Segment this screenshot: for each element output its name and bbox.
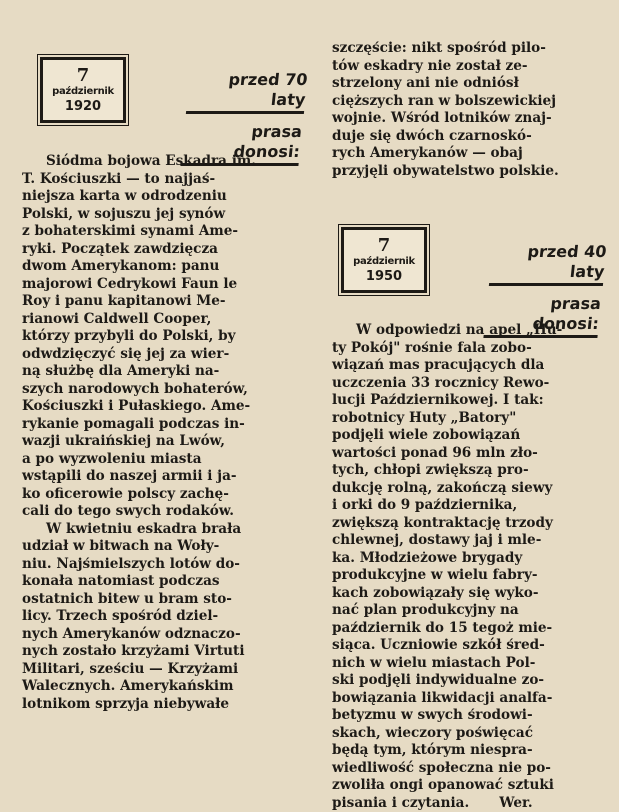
article-body-1950 [332, 322, 606, 812]
date-day: 7 [76, 65, 90, 86]
article-paragraph: szczęście: nikt spośród pilo- tów eskadry nie został ze- strzelony ani nie odniósł cięższych ran w bolszewickiej wojnie. Wśród lotników znaj- duje się dwóch czarnoskó- rych Amerykanów — obaj przyjęli obywatelstwo polskie. [332, 40, 559, 179]
article-body-1920 [22, 153, 318, 713]
article-paragraph: W kwietniu eskadra brała udział w bitwach na Woły- niu. Najśmielszych lotów do- konała natomiast podczas ostatnich bitew u bram sto- licy. Trzech spośród dziel- nych Amerykanów odznaczo- nych zostało krzyżami Virtuti Militari, sześciu — Krzyżami Walecznych. Amerykańskim lotnikom sprzyja niebywałe [22, 520, 245, 712]
date-box-1950 [341, 227, 427, 293]
date-year: 1950 [365, 269, 403, 284]
date-year: 1920 [64, 99, 102, 114]
date-month: październik [353, 256, 415, 267]
date-day: 7 [377, 235, 391, 256]
date-box-1920 [40, 57, 126, 123]
header-line-years-ago: przed 70 laty [186, 70, 309, 114]
header-line-years-ago: przed 40 laty [489, 242, 608, 286]
article-paragraph: Siódma bojowa Eskadra im. T. Kościuszki — to najjaś- niejsza karta w odrodzeniu Polski, w sojuszu jej synów z bohaterskimi synami Ame- ryki. Początek zawdzięcza dwom Amerykanom: panu majorowi Cedrykowi Faun le Roy i panu kapitanowi Me- rianowi Caldwell Cooper, którzy przybyli do Polski, by odwdzięczyć się jej za wier- ną służbę dla Ameryki na- szych narodowych bohaterów, Kościuszki i Pułaskiego. Ame- rykanie pomagali podczas in- wazji ukraińskiej na Lwów, a po wyzwoleniu miasta wstąpili do naszej armii i ja- ko oficerowie polscy zachę- cali do tego swych rodaków. [22, 153, 257, 519]
date-month: październik [52, 86, 114, 97]
article-paragraph: W odpowiedzi na apel „Hu- ty Pokój" rośnie fala zobo- wiązań mas pracujących dla uczczenia 33 rocznicy Rewo- lucji Październikowej. I tak: robotnicy Huty „Batory" podjęli wiele zobowiązań wartości ponad 96 mln zło- tych, chłopi zwiększą pro- dukcję rolną, zakończą siewy i orki do 9 października, zwiększą kontraktację trzody chlewnej, dostawy jaj i mle- ka. Młodzieżowe brygady produkcyjne w wielu fabry- kach zobowiązały się wyko- nać plan produkcyjny na październik do 15 tegoż mie- siąca. Uczniowie szkół śred- nich w wielu miastach Pol- ski podjęli indywidualne zo- bowiązania likwidacji analfa- betyzmu w swych środowi- skach, wieczory poświęcać będą tym, którym niespra- wiedliwość społeczna nie po- zwoliła ongi opanować sztuki pisania i czytania. Wer. [332, 322, 563, 811]
header-line-press-reports: prasa donosi: [483, 294, 602, 338]
header-line-press-reports: prasa donosi: [180, 122, 303, 166]
article-continuation-1920 [332, 40, 606, 180]
author-signature: Wer. [499, 794, 533, 811]
